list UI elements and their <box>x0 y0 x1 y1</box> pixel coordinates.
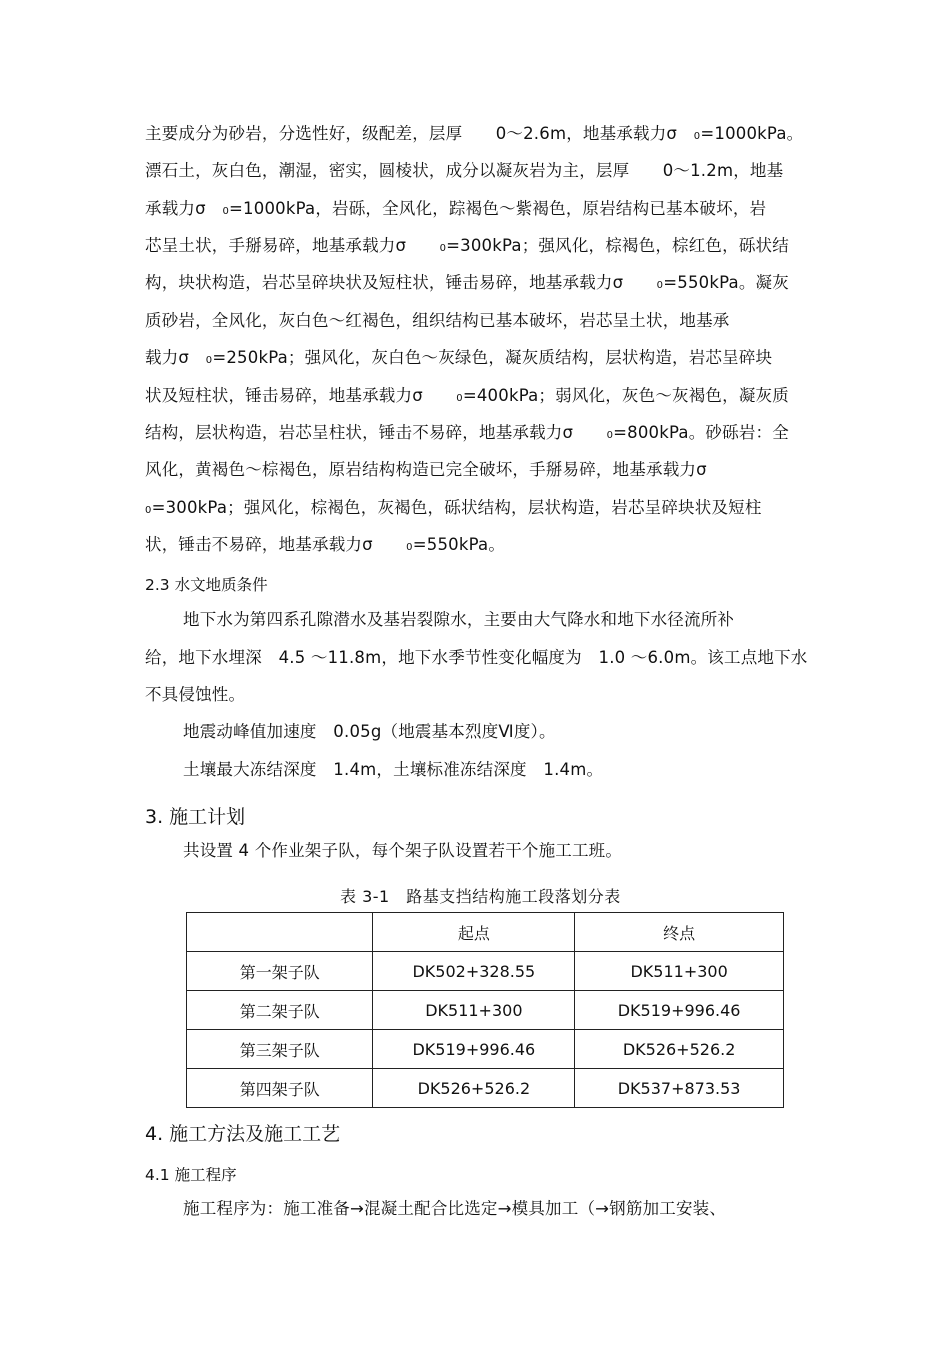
frost-depth-paragraph: 土壤最大冻结深度 1.4m，土壤标准冻结深度 1.4m。 <box>183 760 604 779</box>
body-line: 质砂岩，全风化，灰白色～红褐色，组织结构已基本破坏，岩芯呈土状，地基承 <box>145 311 730 330</box>
table-cell: DK537+873.53 <box>575 1069 784 1108</box>
body-line: 漂石土，灰白色，潮湿，密实，圆棱状，成分以凝灰岩为主，层厚 0～1.2m，地基 <box>145 161 784 180</box>
table-cell: 第二架子队 <box>187 991 373 1030</box>
paragraph-line: 不具侵蚀性。 <box>145 685 246 704</box>
body-line: 状及短柱状，锤击易碎，地基承载力σ 0=400kPa；弱风化，灰色～灰褐色，凝灰质 <box>145 386 789 405</box>
table-cell: DK526+526.2 <box>373 1069 575 1108</box>
section-4-heading: 4. 施工方法及施工工艺 <box>145 1123 341 1145</box>
paragraph-line: 施工程序为：施工准备→混凝土配合比选定→模具加工（→钢筋加工安装、 <box>183 1199 727 1218</box>
table-cell: 第三架子队 <box>187 1030 373 1069</box>
table-cell: DK526+526.2 <box>575 1030 784 1069</box>
body-line: 风化，黄褐色～棕褐色，原岩结构构造已完全破坏，手掰易碎，地基承载力σ <box>145 460 707 479</box>
table-row <box>187 1030 784 1069</box>
body-line: 状，锤击不易碎，地基承载力σ 0=550kPa。 <box>145 535 506 554</box>
table-row <box>187 1069 784 1108</box>
body-line: 芯呈土状，手掰易碎，地基承载力σ 0=300kPa；强风化，棕褐色，棕红色，砾状结 <box>145 236 789 255</box>
section-3-heading: 3. 施工计划 <box>145 806 246 828</box>
table-caption: 表 3-1 路基支挡结构施工段落划分表 <box>340 887 621 906</box>
table-cell: DK519+996.46 <box>575 991 784 1030</box>
body-line: 承载力σ 0=1000kPa，岩砾，全风化，踪褐色～紫褐色，原岩结构已基本破坏，岩 <box>145 199 767 218</box>
segment-table <box>186 912 784 1108</box>
table-cell: DK519+996.46 <box>373 1030 575 1069</box>
body-line: 结构，层状构造，岩芯呈柱状，锤击不易碎，地基承载力σ 0=800kPa。砂砾岩：全 <box>145 423 789 442</box>
table-cell: DK511+300 <box>373 991 575 1030</box>
body-line: 主要成分为砂岩，分选性好，级配差，层厚 0～2.6m，地基承载力σ 0=1000kPa。 <box>145 124 804 143</box>
table-header-row <box>187 913 784 952</box>
table-row <box>187 952 784 991</box>
seismic-paragraph: 地震动峰值加速度 0.05g（地震基本烈度Ⅵ度）。 <box>183 722 556 741</box>
table-row <box>187 991 784 1030</box>
paragraph-line: 共设置 4 个作业架子队，每个架子队设置若干个施工工班。 <box>183 841 623 860</box>
body-line: 载力σ 0=250kPa；强风化，灰白色～灰绿色，凝灰质结构，层状构造，岩芯呈碎块 <box>145 348 773 367</box>
table-header-cell <box>187 913 373 952</box>
body-line: 构，块状构造，岩芯呈碎块状及短柱状，锤击易碎，地基承载力σ 0=550kPa。凝灰 <box>145 273 789 292</box>
table-cell: 第一架子队 <box>187 952 373 991</box>
table-header-cell: 起点 <box>373 913 575 952</box>
section-4-1-heading: 4.1 施工程序 <box>145 1166 237 1184</box>
table-header-cell: 终点 <box>575 913 784 952</box>
section-2-3-heading: 2.3 水文地质条件 <box>145 576 268 594</box>
body-line: 0=300kPa；强风化，棕褐色，灰褐色，砾状结构，层状构造，岩芯呈碎块状及短柱 <box>145 498 762 517</box>
paragraph-line: 地下水为第四系孔隙潜水及基岩裂隙水，主要由大气降水和地下水径流所补 <box>183 610 735 629</box>
paragraph-line: 给，地下水埋深 4.5 ～11.8m，地下水季节性变化幅度为 1.0 ～6.0m。该工点地下水 <box>145 648 808 667</box>
table-cell: 第四架子队 <box>187 1069 373 1108</box>
table-cell: DK511+300 <box>575 952 784 991</box>
table-cell: DK502+328.55 <box>373 952 575 991</box>
